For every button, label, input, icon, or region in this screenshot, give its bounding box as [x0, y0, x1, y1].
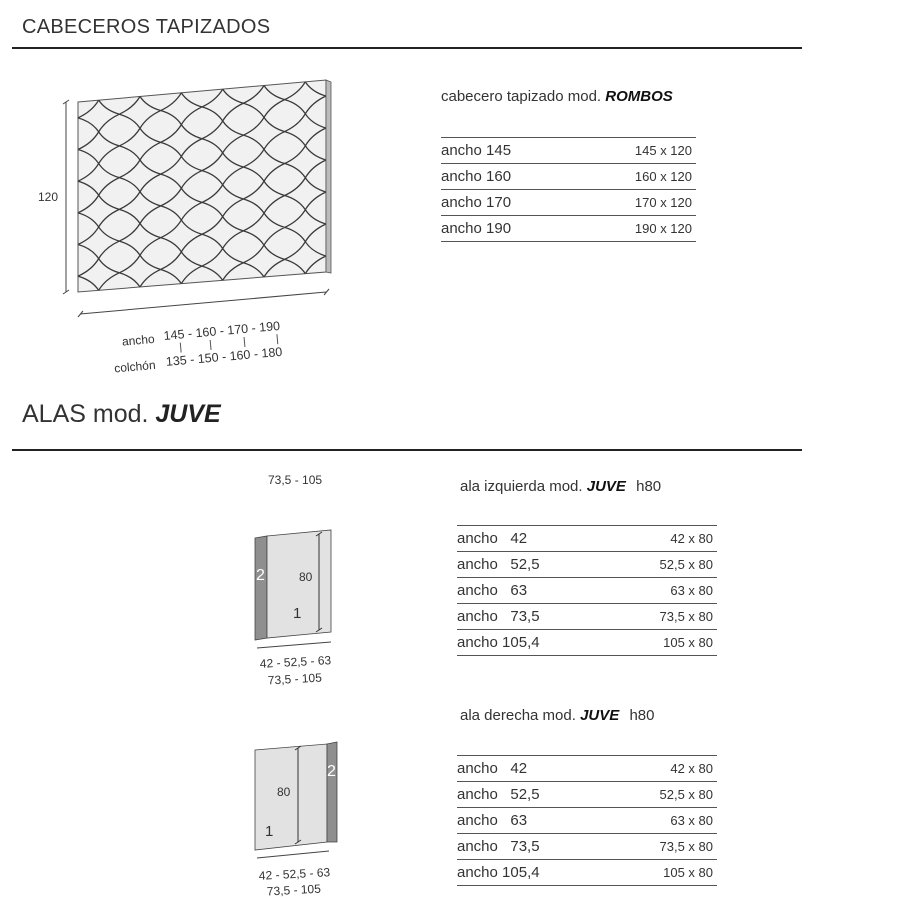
right-wing-caption-suffix: h80 [629, 707, 655, 724]
right-wing-table-row [457, 756, 717, 782]
size-label: ancho 105,4 [457, 630, 610, 656]
right-wing-height-label: 80 [277, 785, 291, 799]
colchon-label: colchón [113, 357, 157, 376]
size-value: 63 x 80 [610, 808, 717, 834]
right-wing-side [327, 742, 337, 842]
alas-title-model: JUVE [155, 400, 221, 428]
section-title-cabeceros: CABECEROS TAPIZADOS [22, 16, 271, 38]
ancho-values: 145 - 160 - 170 - 190 [163, 318, 281, 344]
rombos-table-row [441, 138, 696, 164]
size-value: 145 x 120 [577, 138, 696, 164]
size-label: ancho 73,5 [457, 834, 610, 860]
size-value: 52,5 x 80 [610, 782, 717, 808]
size-label: ancho 170 [441, 190, 577, 216]
size-label: ancho 52,5 [457, 552, 610, 578]
right-wing-table-row [457, 782, 717, 808]
rombos-caption-model: ROMBOS [605, 88, 673, 105]
right-wing-table-row [457, 834, 717, 860]
size-label: ancho 42 [457, 526, 610, 552]
rombos-table-row [441, 216, 696, 242]
size-label: ancho 42 [457, 756, 610, 782]
left-wing-caption-suffix: h80 [636, 478, 662, 495]
ancho-label: ancho [121, 331, 156, 349]
colchon-values: 135 - 150 - 160 - 180 [165, 344, 283, 369]
size-value: 63 x 80 [610, 578, 717, 604]
right-wing-caption-model: JUVE [580, 707, 620, 724]
left-wing-table-row [457, 578, 717, 604]
size-value: 73,5 x 80 [610, 834, 717, 860]
right-wing-size-table [457, 755, 717, 886]
size-label: ancho 145 [441, 138, 577, 164]
right-wing-table-row [457, 860, 717, 886]
left-wing-size-table [457, 525, 717, 656]
size-value: 42 x 80 [610, 526, 717, 552]
size-label: ancho 190 [441, 216, 577, 242]
left-wing-caption-prefix: ala izquierda mod. [460, 478, 583, 495]
left-wing-table-row [457, 630, 717, 656]
left-wing-face-label: 1 [293, 605, 302, 622]
left-wing-caption [460, 478, 661, 495]
size-label: ancho 63 [457, 578, 610, 604]
right-wing-side-label: 2 [327, 763, 336, 780]
size-value: 190 x 120 [577, 216, 696, 242]
size-value: 73,5 x 80 [610, 604, 717, 630]
left-wing-side [255, 536, 267, 640]
size-value: 105 x 80 [610, 630, 717, 656]
left-wing-height-label: 80 [299, 570, 313, 584]
left-wing-drawing [245, 520, 355, 695]
right-wing-caption [460, 707, 654, 724]
size-value: 52,5 x 80 [610, 552, 717, 578]
right-wing-table-row [457, 808, 717, 834]
rombos-table-row [441, 190, 696, 216]
size-label: ancho 105,4 [457, 860, 610, 886]
rombos-caption [441, 88, 673, 105]
size-label: ancho 63 [457, 808, 610, 834]
section-title-alas [22, 400, 221, 429]
size-label: ancho 160 [441, 164, 577, 190]
right-wing-face-label: 1 [265, 823, 274, 840]
size-value: 42 x 80 [610, 756, 717, 782]
left-wing-caption-model: JUVE [586, 478, 626, 495]
section-divider [12, 47, 802, 49]
left-wing-bottom-line1: 42 - 52,5 - 63 [259, 653, 332, 671]
left-wing-side-label: 2 [256, 567, 265, 584]
size-value: 105 x 80 [610, 860, 717, 886]
left-wing-top-label: 73,5 - 105 [268, 473, 323, 487]
left-wing-table-row [457, 604, 717, 630]
headboard-height-label: 120 [38, 190, 59, 204]
rombos-table-row [441, 164, 696, 190]
right-wing-bottom-line1: 42 - 52,5 - 63 [258, 865, 331, 883]
right-wing-caption-prefix: ala derecha mod. [460, 707, 576, 724]
rombos-size-table [441, 137, 696, 242]
size-value: 160 x 120 [577, 164, 696, 190]
size-value: 170 x 120 [577, 190, 696, 216]
size-label: ancho 73,5 [457, 604, 610, 630]
rombos-caption-prefix: cabecero tapizado mod. [441, 88, 602, 105]
size-label: ancho 52,5 [457, 782, 610, 808]
alas-title-prefix: ALAS mod. [22, 400, 149, 428]
right-wing-bottom-line2: 73,5 - 105 [266, 881, 322, 899]
left-wing-table-row [457, 552, 717, 578]
headboard-drawing [30, 70, 350, 380]
left-wing-table-row [457, 526, 717, 552]
right-wing-drawing [245, 738, 355, 900]
section-divider-2 [12, 449, 802, 451]
left-wing-bottom-line2: 73,5 - 105 [267, 670, 323, 688]
